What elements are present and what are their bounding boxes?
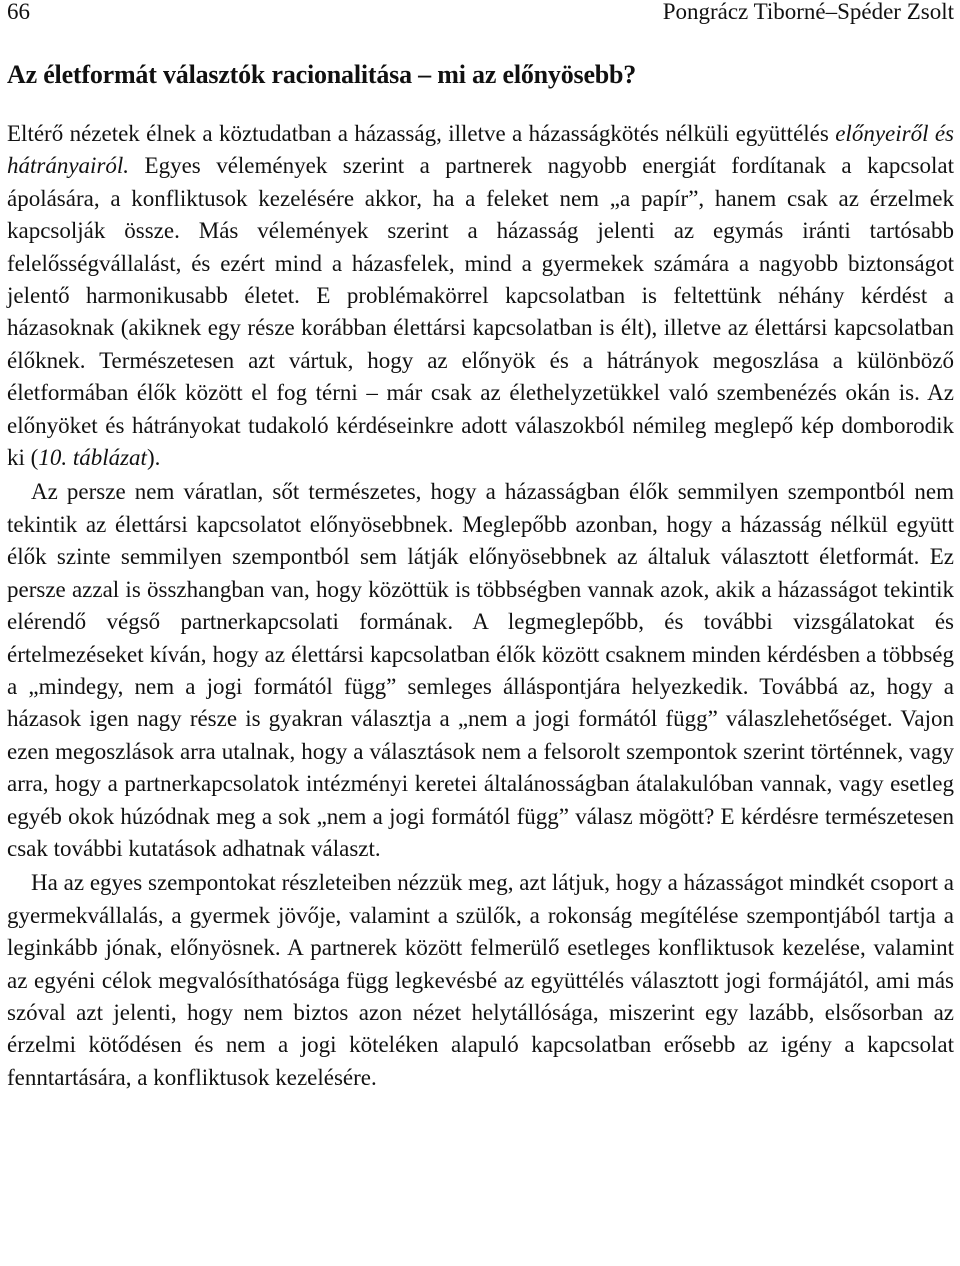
paragraph-2: Az persze nem váratlan, sőt természetes, hogy a házasságban élők semmilyen szempontból nem tekintik az élettársi kapcsolatot előnyösebbnek. Meglepőbb azonban, hogy a házasság nélkül együtt élők szinte semmilyen szempontból sem látják előnyösebbnek az általuk választott életformát. Ez persze azzal is összhangban van, hogy közöttük is többségben vannak azok, akik a házasságot tekintik elérendő végső partnerkapcsolati formának. A legmeglepőbb, és további vizsgálatokat és értelmezéseket kíván, hogy az élettársi kapcsolatban élők között csaknem minden kérdésben a többség a „mindegy, nem a jogi formától függ” semleges álláspontjára helyezkedik. Továbbá az, hogy a házasok igen nagy része is gyakran választja a „nem a jogi formától függ” válaszlehetőséget. Vajon ezen megoszlások arra utalnak, hogy a választások nem a felsorolt szempontok szerint történnek, vagy arra, hogy a partnerkapcsolatok intézményi keretei általánosságban átalakulóban vannak, vagy esetleg egyéb okok húzódnak meg a sok „nem a jogi formától függ” válasz mögött? E kérdésre természetesen csak további kutatások adhatnak választ. — [7, 479, 954, 861]
body-text — [7, 118, 954, 1094]
page-number: 66 — [7, 0, 30, 24]
table-reference: 10. táblázat — [38, 445, 147, 471]
section-title: Az életformát választók racionalitása – mi az előnyösebb? — [7, 60, 637, 89]
running-head-author: Pongrácz Tiborné–Spéder Zsolt — [662, 0, 954, 24]
paragraph-1-part-3: ). — [146, 445, 161, 471]
paragraph-1-part-2: Egyes vélemények szerint a partnerek nagyobb energiát fordítanak a kapcsolat ápolására, a konfliktusok kezelésére akkor, ha a feleket nem „a papír”, hanem csak az érzelmek kapcsolják össze. Más vélemények szerint a házasság jelenti az egymás iránti tartósabb felelősségvállalást, és ezért mind a házasfelek, mind a gyermekek számára a nagyobb biztonságot jelentő harmonikusabb életet. E problémakörrel kapcsolatban is feltettünk néhány kérdést a házasoknak (akiknek egy része korábban élettársi kapcsolatban is élt), illetve az élettársi kapcsolatban élőknek. Természetesen azt vártuk, hogy az előnyök és a hátrányok megoszlása a különböző életformában élők között el fog térni – már csak az élethelyzetükkel való szembenézés okán is. Az előnyöket és hátrányokat tudakoló kérdéseinkre adott válaszokból némileg meglepő kép domborodik ki ( — [7, 153, 954, 471]
paragraph-1-italic: előnyeiről és hátrányairól. — [7, 121, 955, 179]
running-head — [7, 0, 954, 34]
paragraph-1-part-1: Eltérő nézetek élnek a köztudatban a házasság, illetve a házasságkötés nélküli együttélés — [7, 121, 836, 146]
paragraph-3: Ha az egyes szempontokat részleteiben nézzük meg, azt látjuk, hogy a házasságot mindkét csoport a gyermekvállalás, a gyermek jövője, valamint a szülők, a rokonság megítélése szempontjából tartja a leginkább jónak, előnyösnek. A partnerek között felmerülő esetleges konfliktusok kezelése, valamint az egyéni célok megvalósíthatósága függ legkevésbé az együttélés választott jogi formájától, ami más szóval azt jelenti, hogy nem biztos azon nézet helytállósága, miszerint egy lazább, elsősorban az érzelmi kötődésen és nem a jogi köteléken alapuló kapcsolatban erősebb az igény a kapcsolat fenntartására, a konfliktusok kezelésére. — [7, 870, 954, 1090]
paragraph-1 — [7, 118, 954, 474]
